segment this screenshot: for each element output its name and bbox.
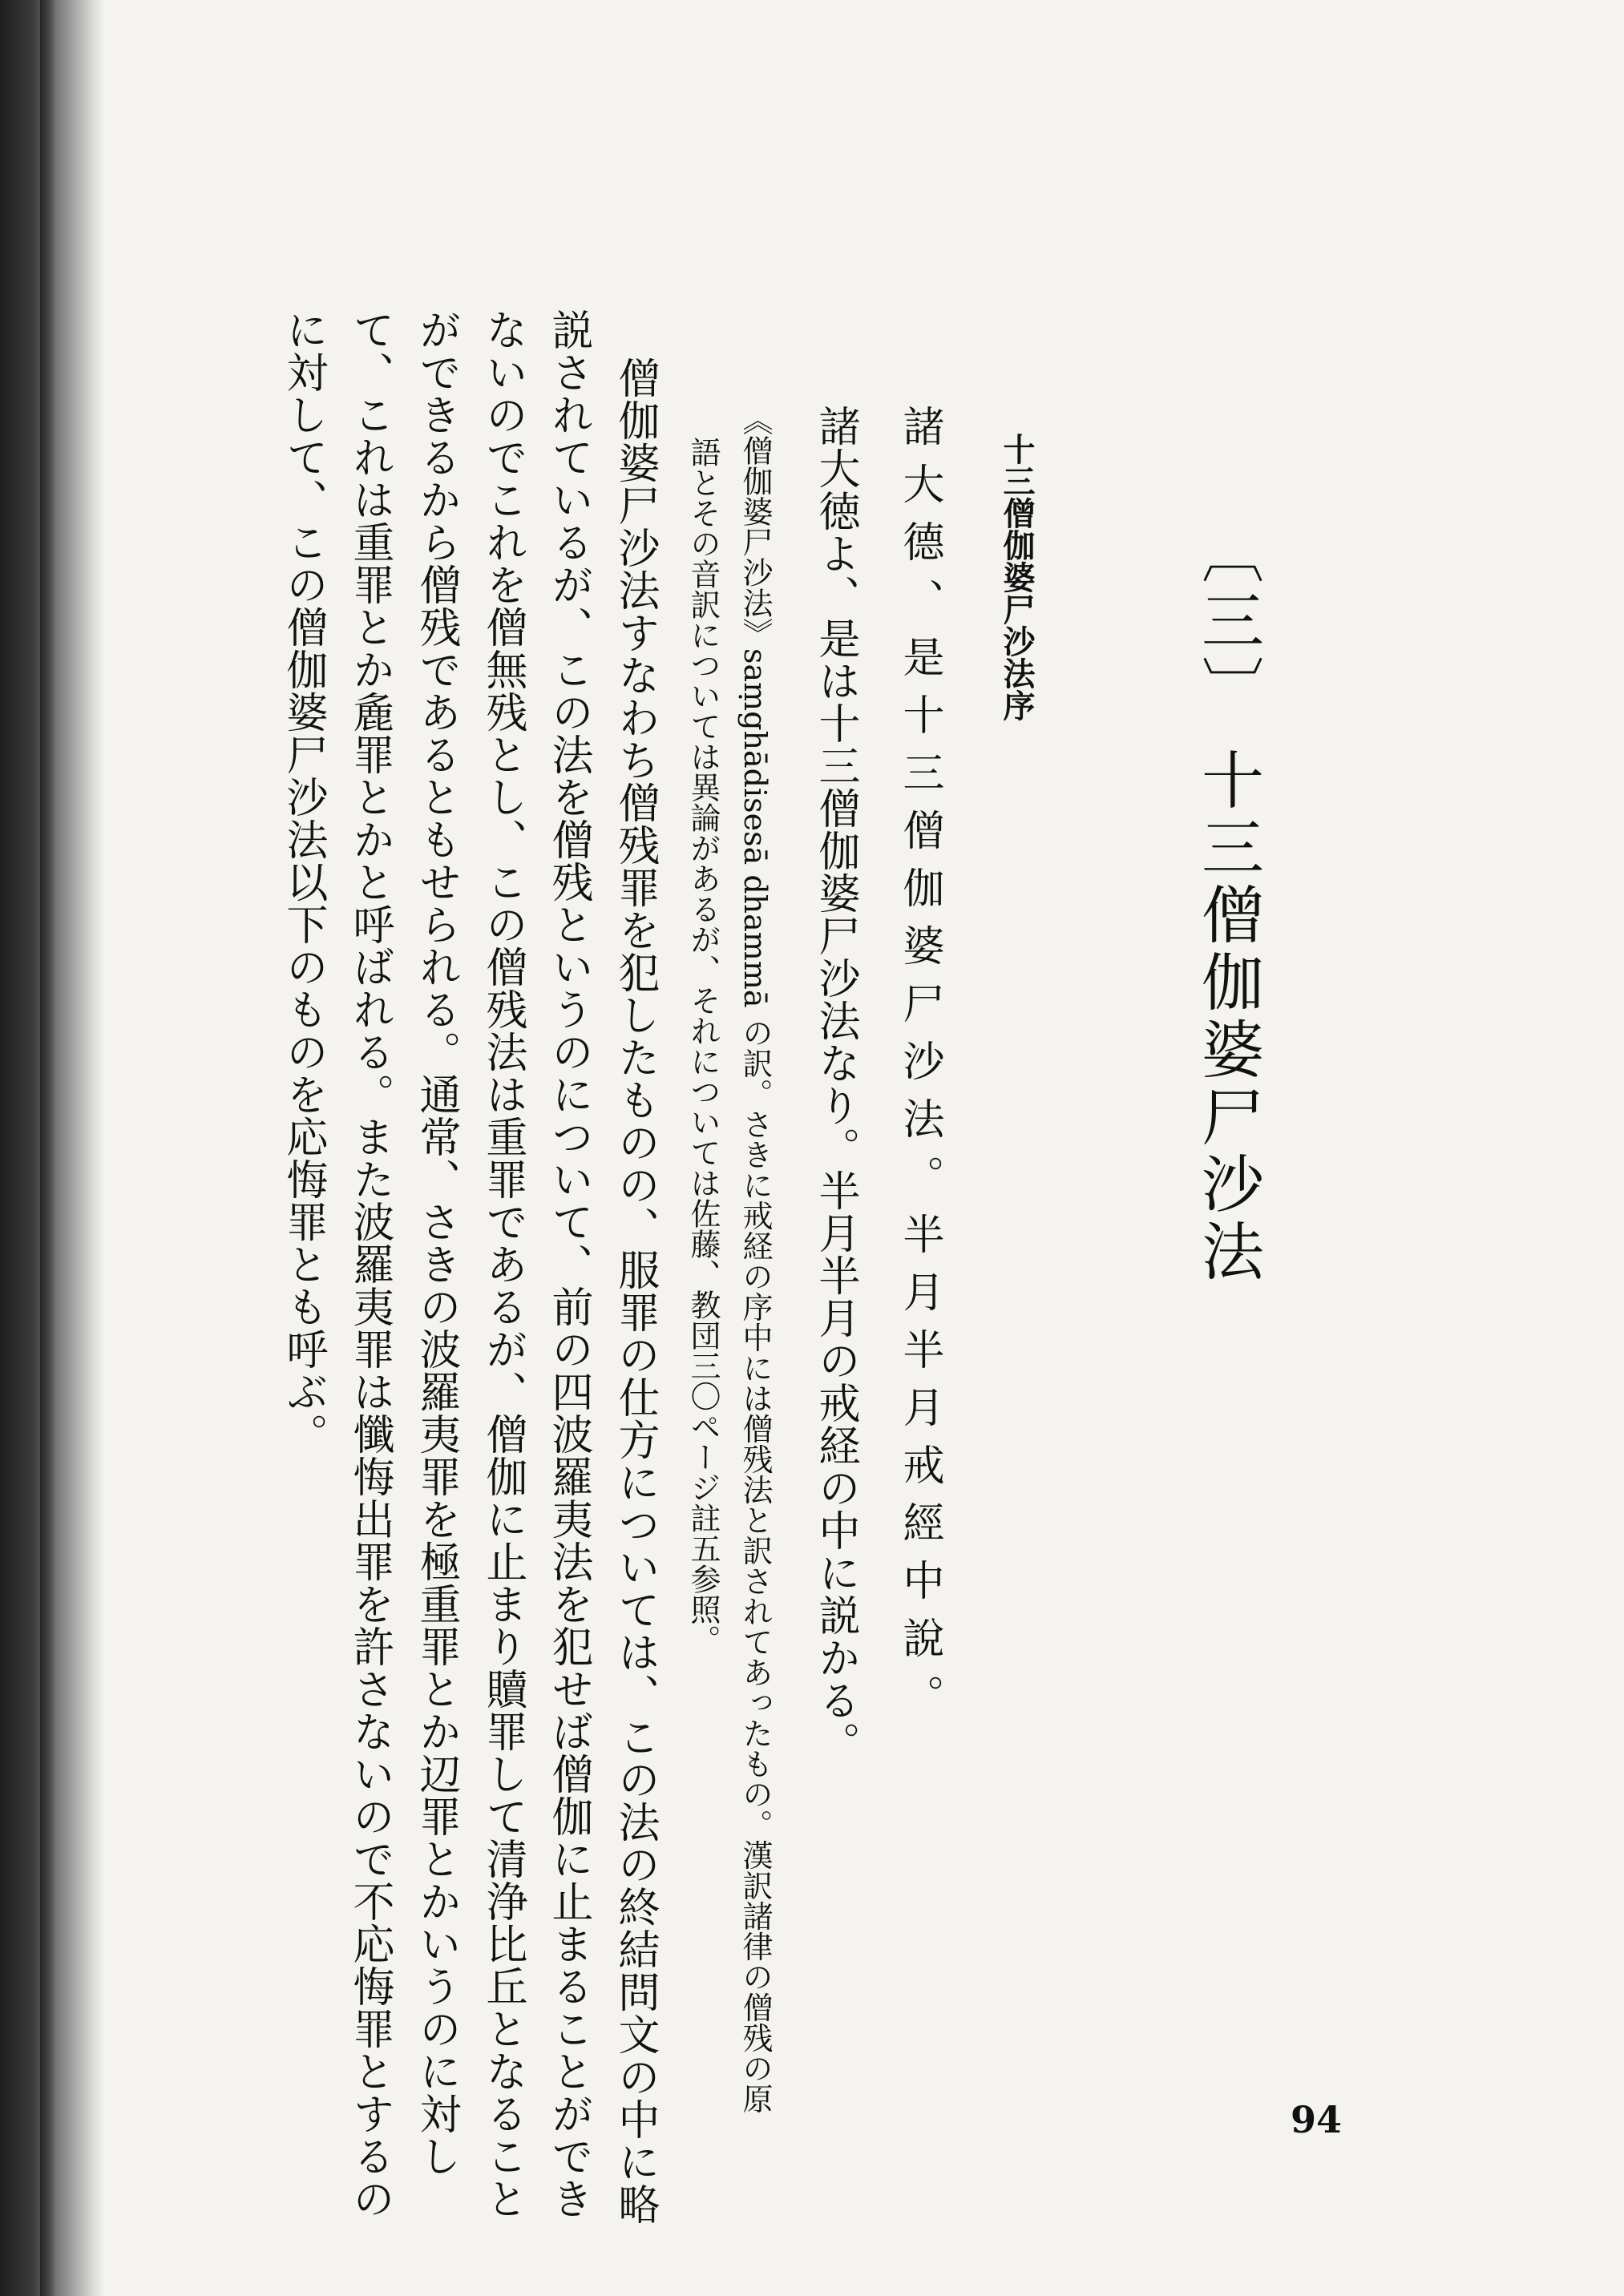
body-paragraph-line: ができるから僧残であるともせられる。通常、さきの波羅夷罪を極重罪とか辺罪とかいうのに対し (412, 309, 460, 2177)
book-spine-band (40, 0, 55, 2296)
body-paragraph-line: に対して、この僧伽婆尸沙法以下のものを応悔罪とも呼ぶ。 (279, 309, 327, 1455)
section-title: 〔三〕 十三僧伽婆尸沙法 (1191, 521, 1263, 1286)
body-paragraph-line: 説されているが、この法を僧残というのについて、前の四波羅夷法を犯せば僧伽に止まることができ (544, 309, 592, 2220)
body-paragraph-line: ないのでこれを僧無残とし、この僧残法は重罪であるが、僧伽に止まり贖罪して清浄比丘となること (479, 309, 527, 2220)
kundoku-reading: 諸大徳よ、是は十三僧伽婆尸沙法なり。半月半月の戒経の中に説かる。 (811, 405, 859, 1764)
body-paragraph-line: 僧伽婆尸沙法すなわち僧残罪を犯したものの、服罪の仕方については、この法の終結問文の中に略 (611, 357, 659, 2225)
page-number: 94 (1291, 2098, 1343, 2141)
subheading: 十三僧伽婆尸沙法序 (998, 433, 1035, 721)
kanbun-text: 諸大德、是十三僧伽婆尸沙法。半月半月戒經中說。 (895, 405, 943, 1732)
note-line: 《僧伽婆尸沙法》saṃghādisesā dhammā の訳。さきに戒経の序中には僧残法と訳されてあったもの。漢訳諸律の僧残の原 (737, 405, 773, 2114)
body-paragraph-line: て、これは重罪とか麁罪とかと呼ばれる。また波羅夷罪は懺悔出罪を許さないので不応悔罪とするの (345, 309, 394, 2220)
note-line: 語とその音訳については異論があるが、それについては佐藤、教団三〇ページ註五参照。 (685, 437, 721, 1655)
